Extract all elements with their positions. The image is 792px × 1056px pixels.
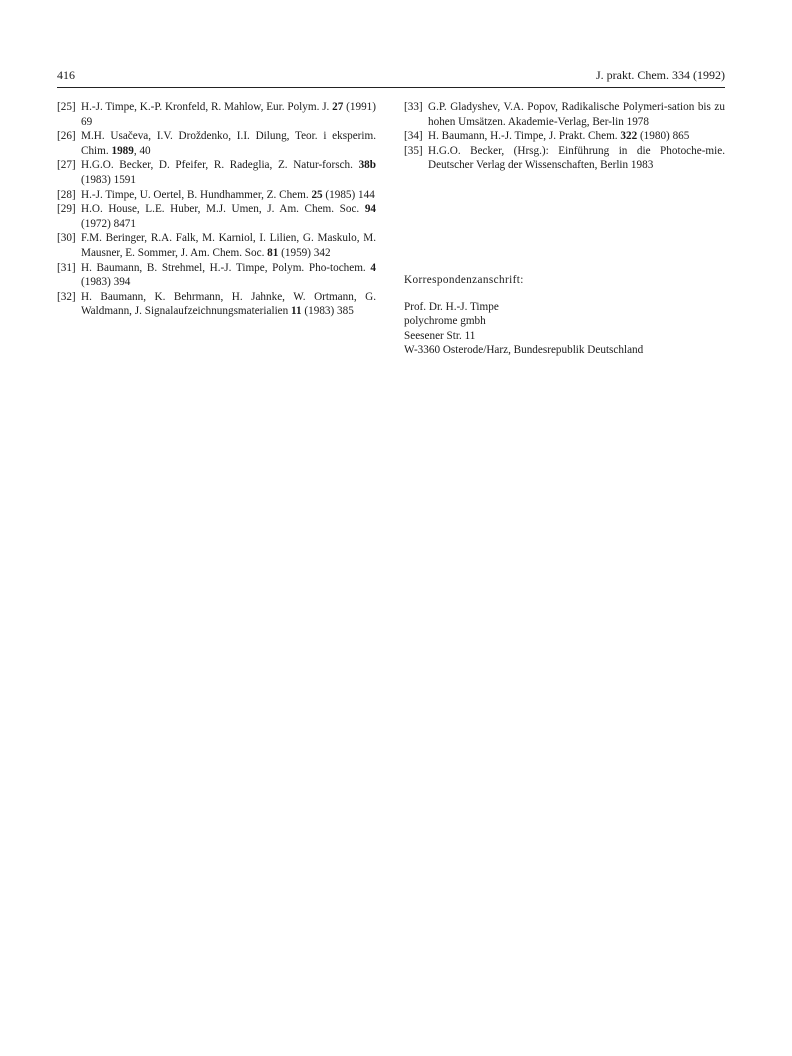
header-rule — [57, 87, 725, 88]
reference-list-left — [57, 100, 376, 319]
reference-item: [32] H. Baumann, K. Behrmann, H. Jahnke, W. Ortmann, G. Waldmann, J. Signalaufzeichnungsmaterialien 11 (1983) 385 — [57, 290, 376, 318]
reference-item: [34] H. Baumann, H.-J. Timpe, J. Prakt. Chem. 322 (1980) 865 — [404, 130, 690, 143]
address-line: Prof. Dr. H.-J. Timpe — [404, 300, 499, 313]
reference-item: [33] G.P. Gladyshev, V.A. Popov, Radikalische Polymeri-sation bis zu hohen Umsätzen. Akademie-Verlag, Ber-lin 1978 — [404, 101, 725, 128]
page-number: 416 — [57, 68, 75, 82]
reference-item: [27] H.G.O. Becker, D. Pfeifer, R. Radeglia, Z. Natur-forsch. 38b (1983) 1591 — [57, 159, 376, 186]
reference-item: [26] M.H. Usačeva, I.V. Droždenko, I.I. Dilung, Teor. i eksperim. Chim. 1989, 40 — [57, 130, 376, 157]
correspondence-label: Korrespondenzanschrift: — [404, 274, 524, 286]
reference-item: [28] H.-J. Timpe, U. Oertel, B. Hundhammer, Z. Chem. 25 (1985) 144 — [57, 188, 375, 201]
reference-item: [29] H.O. House, L.E. Huber, M.J. Umen, J. Am. Chem. Soc. 94 (1972) 8471 — [57, 203, 376, 230]
address-line: W-3360 Osterode/Harz, Bundesrepublik Deutschland — [404, 344, 644, 357]
address-line: polychrome gmbh — [404, 315, 486, 328]
page-header — [57, 68, 725, 84]
reference-item: [25] H.-J. Timpe, K.-P. Kronfeld, R. Mahlow, Eur. Polym. J. 27 (1991) 69 — [57, 101, 376, 128]
reference-item: [31] H. Baumann, B. Strehmel, H.-J. Timpe, Polym. Pho-tochem. 4 (1983) 394 — [57, 261, 376, 289]
reference-item: [35] H.G.O. Becker, (Hrsg.): Einführung in die Photoche-mie. Deutscher Verlag der Wissenschaften, Berlin 1983 — [404, 144, 725, 172]
correspondence-address — [404, 273, 734, 358]
journal-citation: J. prakt. Chem. 334 (1992) — [596, 68, 725, 82]
reference-item: [30] F.M. Beringer, R.A. Falk, M. Karniol, I. Lilien, G. Maskulo, M. Mausner, E. Sommer, J. Am. Chem. Soc. 81 (1959) 342 — [57, 232, 376, 259]
address-line: Seesener Str. 11 — [404, 329, 476, 342]
reference-list-right — [404, 100, 725, 173]
